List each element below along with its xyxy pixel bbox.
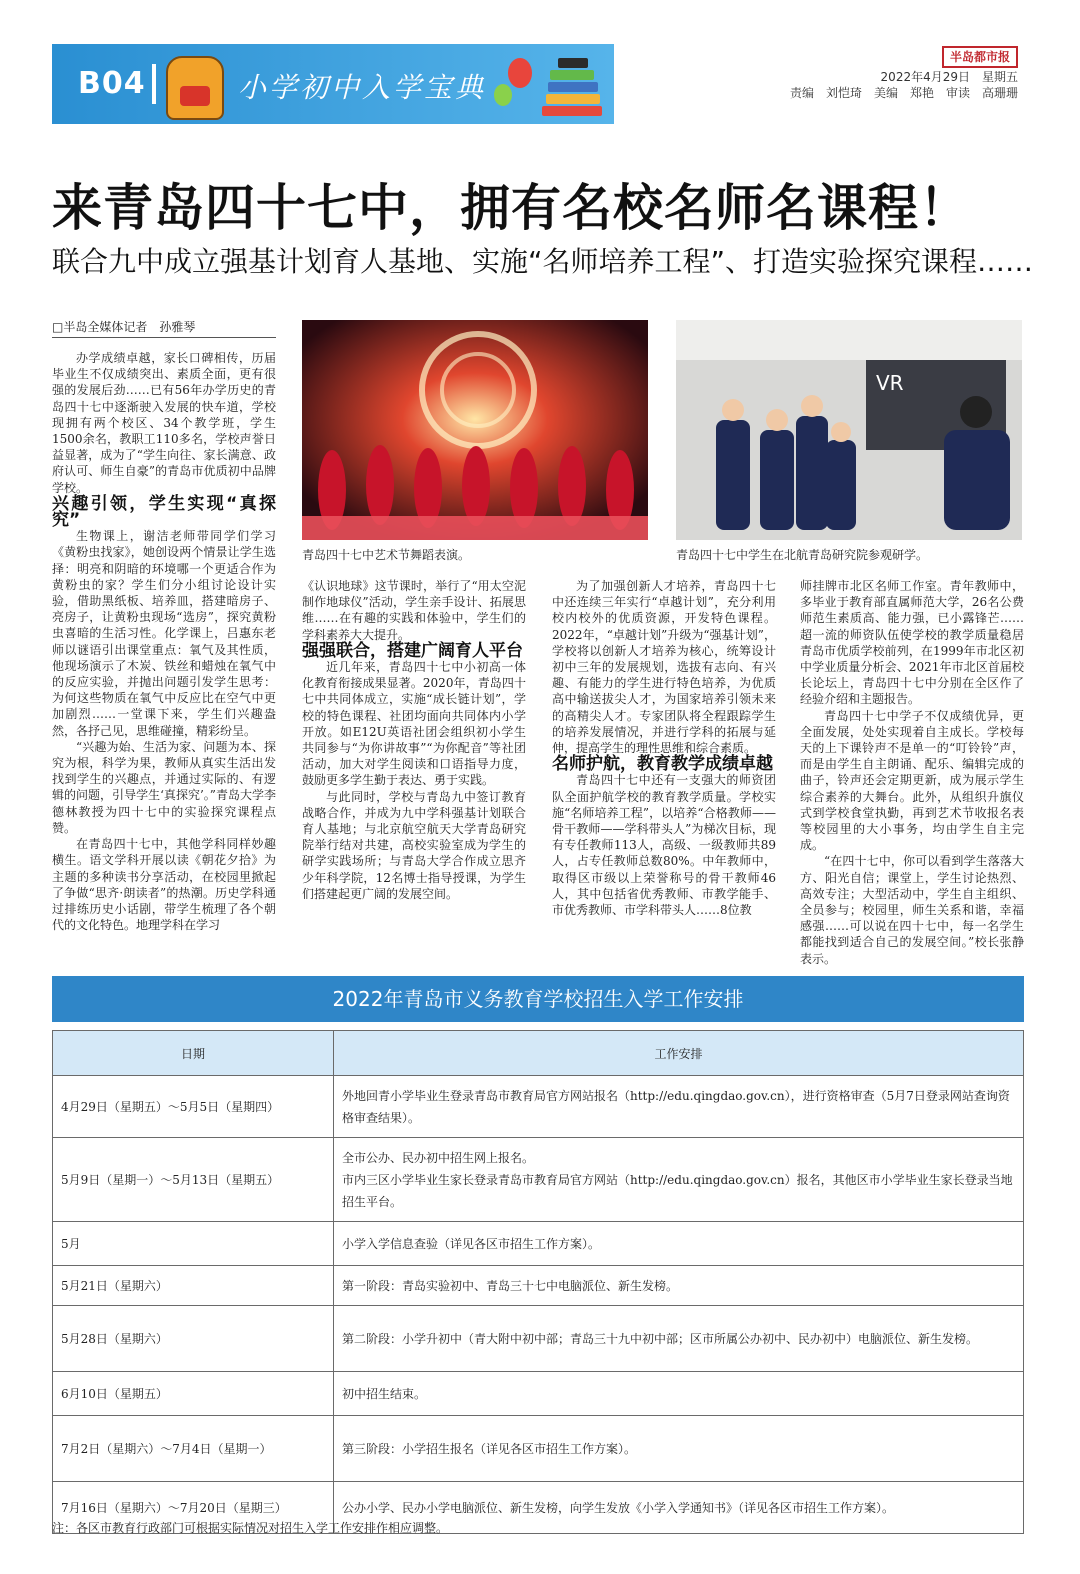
photo-dance-performance bbox=[302, 320, 648, 540]
editor-credits: 责编 刘恺琦 美编 郑艳 审读 高珊珊 bbox=[789, 86, 1018, 100]
article-column-1 bbox=[52, 350, 276, 933]
section-heading: 兴趣引领，学生实现“真探究” bbox=[52, 493, 276, 531]
newspaper-logo: 半岛都市报 bbox=[942, 46, 1018, 68]
balloon-icon bbox=[494, 84, 512, 106]
page-number: B04 bbox=[78, 66, 146, 101]
table-row bbox=[53, 1138, 1024, 1222]
row-date: 7月16日（星期六）～7月20日（星期三） bbox=[53, 1482, 334, 1534]
article-column-2 bbox=[302, 578, 526, 902]
paragraph: 《认识地球》这节课时，举行了“用太空泥制作地球仪”活动，学生亲手设计、拓展思维……在有趣的实践和体验中，学生们的学科素养大大提升。 bbox=[302, 579, 526, 642]
paragraph: 为了加强创新人才培养，青岛四十七中还连续三年实行“卓越计划”，充分利用校内校外的优质资源，开发特色课程。2022年，“卓越计划”升级为“强基计划”，学校将以创新人才培养为核心，统筹设计初中三年的发展规划，选拔有志向、有兴趣、有能力的学生进行特色培养，为优质高中输送拔尖人才，为国家培养引领未来的高精尖人才。专家团队将全程跟踪学生的培养发展情况，并进行学科的拓展与延伸，提高学生的理性思维和综合素质。 bbox=[552, 579, 776, 756]
row-date: 7月2日（星期六）～7月4日（星期一） bbox=[53, 1416, 334, 1482]
paragraph: 近几年来，青岛四十七中小初高一体化教育衔接成果显著。2020年，青岛四十七中共同体成立，实施“成长链计划”，学校的特色课程、社团均面向共同体内小学开放。如E12U英语社团会组织初小学生共同参与“为你讲故事”“为你配音”等社团活动，加大对学生阅读和口语指导力度，鼓励更多学生勤于表达、勇于实践。 bbox=[302, 660, 526, 788]
table-row bbox=[53, 1372, 1024, 1416]
schoolbag-icon bbox=[166, 56, 224, 120]
paragraph: 青岛四十七中学子不仅成绩优异，更全面发展，处处实现着自主成长。学校每天的上下课铃声不是单一的“叮铃铃”声，而是由学生自主朗诵、配乐、编辑完成的曲子，铃声还会定期更新，成为展示学生综合素养的大舞台。此外，从组织升旗仪式到学校食堂执勤，再到艺术节收报名表等校园里的大小事务，均由学生自主完成。 bbox=[800, 708, 1024, 853]
row-task: 第三阶段：小学招生报名（详见各区市招生工作方案）。 bbox=[334, 1416, 1024, 1482]
issue-date: 2022年4月29日 星期五 bbox=[880, 70, 1018, 84]
paragraph: 青岛四十七中还有一支强大的师资团队全面护航学校的教育教学质量。学校实施“名师培养工程”，以培养“合格教师——骨干教师——学科带头人”为梯次目标，现有专任教师113人，高级、一级教师共89人，占专任教师总数80%。中年教师中，取得区市级以上荣誉称号的骨干教师46人，其中包括省优秀教师、市教学能手、市优秀教师、市学科带头人……8位教 bbox=[552, 773, 776, 918]
row-task: 全市公办、民办初中招生网上报名。 市内三区小学毕业生家长登录青岛市教育局官方网站（http://edu.qingdao.gov.cn）报名，其他区市小学毕业生家长登录当地招生平台。 bbox=[334, 1138, 1024, 1222]
row-task: 外地回青小学毕业生登录青岛市教育局官方网站报名（http://edu.qingdao.gov.cn），进行资格审查（5月7日登录网站查询资格审查结果）。 bbox=[334, 1076, 1024, 1138]
row-date: 5月9日（星期一）～5月13日（星期五） bbox=[53, 1138, 334, 1222]
paragraph: “在四十七中，你可以看到学生落落大方、阳光自信；课堂上，学生讨论热烈、高效专注；大型活动中，学生自主组织、全员参与；校园里，师生关系和谐，幸福感强……可以说在四十七中，每一名学生都能找到适合自己的发展空间。”校长张静表示。 bbox=[800, 854, 1024, 966]
table-row bbox=[53, 1266, 1024, 1306]
paragraph: 师挂牌市北区名师工作室。青年教师中，多毕业于教育部直属师范大学，26名公费师范生素质高、能力强，已小露锋芒……超一流的师资队伍使学校的教学质量稳居青岛市优质学校前列，在1999年市北区初中学业质量分析会、2021年市北区首届校长论坛上，青岛四十七中分别在全区作了经验介绍和主题报告。 bbox=[800, 579, 1024, 707]
row-task: 第一阶段：青岛实验初中、青岛三十七中电脑派位、新生发榜。 bbox=[334, 1266, 1024, 1306]
paragraph: “兴趣为始、生活为家、问题为本、探究为根，科学为果，教师从真实生活出发找到学生的兴趣点，并通过实际的、有逻辑的问题，引导学生‘真探究’。”青岛大学李德林教授为四十七中的实验探究课程点赞。 bbox=[52, 739, 276, 835]
balloon-icon bbox=[508, 58, 532, 88]
vr-screen-text: VR bbox=[876, 371, 904, 395]
table-row bbox=[53, 1076, 1024, 1138]
schedule-table bbox=[52, 1030, 1024, 1534]
table-header-row bbox=[53, 1031, 1024, 1076]
article-column-3 bbox=[552, 578, 776, 918]
row-date: 5月21日（星期六） bbox=[53, 1266, 334, 1306]
byline: □半岛全媒体记者 孙雅琴 bbox=[52, 318, 276, 338]
section-banner bbox=[52, 44, 614, 124]
table-row bbox=[53, 1306, 1024, 1372]
row-date: 5月 bbox=[53, 1222, 334, 1266]
headline: 来青岛四十七中，拥有名校名师名课程！ bbox=[52, 179, 970, 237]
section-title: 小学初中入学宝典 bbox=[238, 71, 487, 104]
banner-divider bbox=[152, 64, 156, 104]
section-heading: 强强联合，搭建广阔育人平台 bbox=[302, 640, 523, 661]
table-row bbox=[53, 1222, 1024, 1266]
paragraph: 在青岛四十七中，其他学科同样妙趣横生。语文学科开展以读《朝花夕拾》为主题的多种读书分享活动，在校园里掀起了争做“思齐·朗读者”的热潮。历史学科通过排练历史小话剧，带学生梳理了各个朝代的文化特色。地理学科在学习 bbox=[52, 837, 276, 933]
paragraph: 与此同时，学校与青岛九中签订教育战略合作，并成为九中学科强基计划联合育人基地；与北京航空航天大学青岛研究院举行结对共建，高校实验室成为学生的研学实践场所；与青岛大学合作成立思齐少年科学院，12名博士指导授课，为学生们搭建起更广阔的发展空间。 bbox=[302, 789, 526, 901]
section-heading: 名师护航，教育教学成绩卓越 bbox=[552, 754, 773, 775]
article-column-4 bbox=[800, 578, 1024, 967]
column-header-task: 工作安排 bbox=[334, 1031, 1024, 1076]
row-task: 小学入学信息查验（详见各区市招生工作方案）。 bbox=[334, 1222, 1024, 1266]
book-stack-icon bbox=[542, 52, 606, 122]
photo-research-visit bbox=[676, 320, 1022, 540]
intro-paragraph: 办学成绩卓越，家长口碑相传，历届毕业生不仅成绩突出、素质全面，更有很强的发展后劲……已有56年办学历史的青岛四十七中逐渐驶入发展的快车道，学校现拥有两个校区、34个教学班，学生1500余名，教职工110多名，学校声誉日益显著，成为了“学生向往、家长满意、政府认可、师生自豪”的青岛市优质初中品牌学校。 bbox=[52, 351, 276, 495]
table-row bbox=[53, 1416, 1024, 1482]
column-header-date: 日期 bbox=[53, 1031, 334, 1076]
row-date: 6月10日（星期五） bbox=[53, 1372, 334, 1416]
row-date: 5月28日（星期六） bbox=[53, 1306, 334, 1372]
paragraph: 生物课上，谢洁老师带同学们学习《黄粉虫找家》，她创设两个情景让学生选择：明亮和阴暗的环境哪一个更适合作为黄粉虫的家？学生们分小组讨论设计实验，借助黑纸板、培养皿，搭建暗房子、亮房子，让黄粉虫现场“选房”，探究黄粉虫喜暗的生活习性。化学课上，吕惠东老师以谜语引出课堂重点：氧气及其性质，他现场演示了木炭、铁丝和蜡烛在氧气中的反应实验，并抛出问题引发学生思考：为何这些物质在氧气中反应比在空气中更加剧烈……一堂课下来，学生们兴趣盎然，各抒己见，思维碰撞，精彩纷呈。 bbox=[52, 529, 276, 738]
row-task: 初中招生结束。 bbox=[334, 1372, 1024, 1416]
schedule-title: 2022年青岛市义务教育学校招生入学工作安排 bbox=[52, 976, 1024, 1022]
row-task: 公办小学、民办小学电脑派位、新生发榜，向学生发放《小学入学通知书》（详见各区市招生工作方案）。 bbox=[334, 1482, 1024, 1534]
row-task: 第二阶段：小学升初中（青大附中初中部；青岛三十九中初中部；区市所属公办初中、民办初中）电脑派位、新生发榜。 bbox=[334, 1306, 1024, 1372]
row-date: 4月29日（星期五）～5月5日（星期四） bbox=[53, 1076, 334, 1138]
subheadline: 联合九中成立强基计划育人基地、实施“名师培养工程”、打造实验探究课程…… bbox=[52, 245, 1034, 278]
schedule-note: 注：各区市教育行政部门可根据实际情况对招生入学工作安排作相应调整。 bbox=[52, 1521, 449, 1535]
photo-caption-right: 青岛四十七中学生在北航青岛研究院参观研学。 bbox=[676, 548, 929, 562]
photo-caption-left: 青岛四十七中艺术节舞蹈表演。 bbox=[302, 548, 471, 562]
